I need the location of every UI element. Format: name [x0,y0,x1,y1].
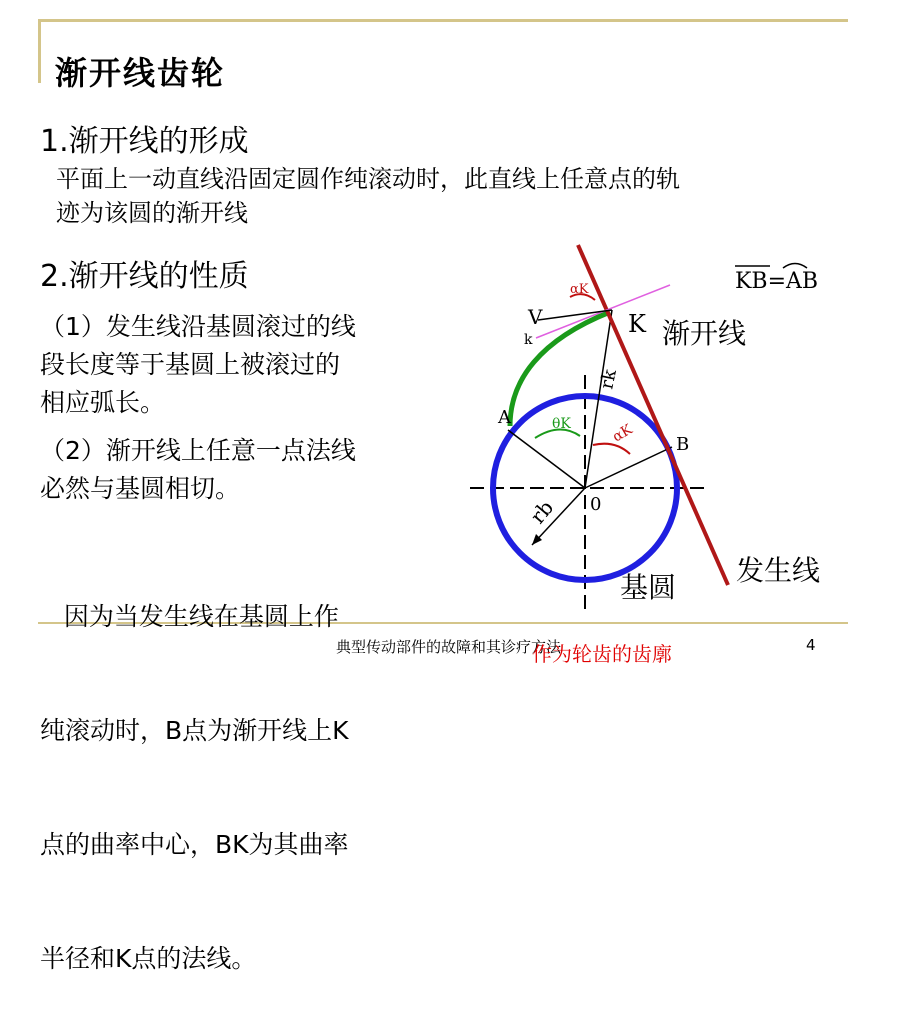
point-B-label: B [676,434,690,455]
explanation-line: 半径和K点的法线。 [40,944,257,973]
point-O-label: 0 [590,494,602,515]
property2-line: （2）渐开线上任意一点法线 [40,436,356,465]
label-generating-line: 发生线 [736,554,821,587]
property1-line: 段长度等于基圆上被滚过的 [40,350,341,379]
section2-heading: 2.渐开线的性质 [40,259,249,294]
property1-line: （1）发生线沿基圆滚过的线 [40,312,356,341]
label-alpha-K-top: αK [570,282,589,297]
frame-left-border [38,19,41,83]
label-theta-K: θK [552,416,571,432]
point-A-label: A [498,407,511,428]
label-Vk: V [528,305,543,329]
slide-title: 渐开线齿轮 [55,54,226,92]
property2-line: 必然与基圆相切。 [40,474,241,503]
generating-line [578,245,728,585]
explanation-line: 纯滚动时，B点为渐开线上K [40,716,349,745]
label-involute: 渐开线 [662,317,747,350]
frame-top-border [38,19,848,22]
involute-diagram [440,240,860,630]
footer-text: 典型传动部件的故障和其诊疗方法 [336,638,562,656]
explanation-line: 点的曲率中心，BK为其曲率 [40,830,349,859]
radius-OA [508,430,585,488]
explanation-line: 因为当发生线在基圆上作 [40,602,339,631]
property2-text [40,432,415,508]
label-rb: rb [525,495,559,529]
section1-heading: 1.渐开线的形成 [40,124,249,159]
section1-line1: 平面上一动直线沿固定圆作纯滚动时，此直线上任意点的轨 [56,165,680,193]
label-alpha-K: αK [610,421,636,446]
page-number: 4 [806,636,816,654]
label-Vk-subscript: k [524,332,533,348]
red-note: 作为轮齿的齿廓 [532,642,672,666]
point-K-label: K [628,310,646,338]
alpha-arc [593,444,630,454]
formula-arc-mark [783,264,807,269]
label-base-circle: 基圆 [620,571,677,604]
section1-line2: 迹为该圆的渐开线 [56,199,248,227]
label-rk: rk [596,367,621,392]
explanation-text [40,522,415,1016]
formula-text: KB=AB [735,269,819,294]
property1-line: 相应弧长。 [40,388,166,417]
property1-text [40,308,415,422]
